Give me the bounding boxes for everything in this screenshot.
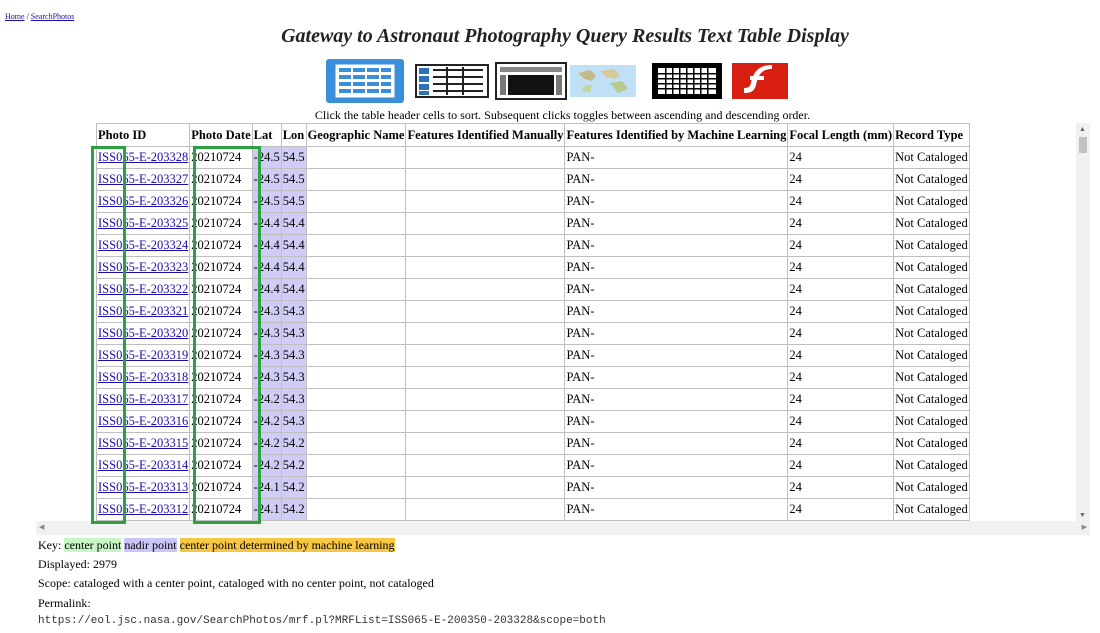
cell-features-manual — [406, 213, 565, 235]
table-thumbnail-icon[interactable] — [414, 59, 492, 103]
photo-id-link[interactable]: ISS065-E-203315 — [98, 436, 189, 450]
header-photo-id[interactable]: Photo ID — [97, 124, 190, 147]
cell-record-type: Not Cataloged — [894, 257, 970, 279]
cell-photo-id — [97, 213, 190, 235]
cell-lon: 54.5 — [281, 191, 306, 213]
cell-features-manual — [406, 477, 565, 499]
photo-id-link[interactable]: ISS065-E-203324 — [98, 238, 189, 252]
cell-lon: 54.2 — [281, 455, 306, 477]
cell-features-manual — [406, 389, 565, 411]
photo-id-link[interactable]: ISS065-E-203322 — [98, 282, 189, 296]
horizontal-scrollbar[interactable] — [36, 521, 1090, 535]
cell-photo-date: 20210724 — [190, 411, 252, 433]
cell-focal-length: 24 — [788, 169, 894, 191]
table-row — [97, 455, 970, 477]
results-table — [96, 123, 970, 521]
scope-text: Scope: cataloged with a center point, cataloged with no center point, not cataloged — [38, 576, 434, 590]
photo-id-link[interactable]: ISS065-E-203325 — [98, 216, 189, 230]
cell-photo-date: 20210724 — [190, 477, 252, 499]
flash-icon[interactable] — [726, 59, 804, 103]
cell-features-manual — [406, 323, 565, 345]
cell-features-ml: PAN- — [565, 323, 788, 345]
cell-record-type: Not Cataloged — [894, 477, 970, 499]
cell-lon: 54.2 — [281, 477, 306, 499]
cell-lat: -24.3 — [252, 323, 281, 345]
table-row — [97, 323, 970, 345]
cell-lon: 54.3 — [281, 301, 306, 323]
sort-instructions: Click the table header cells to sort. Subsequent clicks toggles between ascending and descending order. — [314, 108, 811, 122]
header-photo-date[interactable]: Photo Date — [190, 124, 252, 147]
cell-geographic-name — [306, 477, 406, 499]
cell-focal-length: 24 — [788, 213, 894, 235]
cell-record-type: Not Cataloged — [894, 345, 970, 367]
cell-photo-date: 20210724 — [190, 279, 252, 301]
cell-photo-id — [97, 323, 190, 345]
photo-id-link[interactable]: ISS065-E-203312 — [98, 502, 189, 516]
breadcrumb-separator: / — [24, 12, 31, 21]
cell-focal-length: 24 — [788, 345, 894, 367]
cell-focal-length: 24 — [788, 147, 894, 169]
cell-features-manual — [406, 411, 565, 433]
table-row — [97, 477, 970, 499]
results-table-body — [97, 147, 970, 521]
cell-geographic-name — [306, 389, 406, 411]
cell-photo-date: 20210724 — [190, 213, 252, 235]
cell-geographic-name — [306, 257, 406, 279]
cell-lat: -24.4 — [252, 257, 281, 279]
photo-id-link[interactable]: ISS065-E-203320 — [98, 326, 189, 340]
cell-lat: -24.2 — [252, 433, 281, 455]
key-nadir-point: nadir point — [124, 538, 177, 552]
cell-record-type: Not Cataloged — [894, 367, 970, 389]
cell-photo-date: 20210724 — [190, 455, 252, 477]
cell-geographic-name — [306, 191, 406, 213]
table-row — [97, 499, 970, 521]
table-header-row — [97, 124, 970, 147]
cell-photo-id — [97, 411, 190, 433]
cell-photo-date: 20210724 — [190, 191, 252, 213]
cell-geographic-name — [306, 323, 406, 345]
cell-photo-id — [97, 301, 190, 323]
cell-geographic-name — [306, 147, 406, 169]
cell-geographic-name — [306, 279, 406, 301]
cell-features-ml: PAN- — [565, 477, 788, 499]
key-label: Key: — [38, 538, 62, 552]
scroll-right-arrow-icon[interactable]: ▶ — [1081, 523, 1087, 531]
cell-features-ml: PAN- — [565, 213, 788, 235]
cell-photo-id — [97, 433, 190, 455]
header-geographic-name[interactable]: Geographic Name — [306, 124, 406, 147]
cell-lat: -24.4 — [252, 235, 281, 257]
cell-photo-date: 20210724 — [190, 257, 252, 279]
cell-lon: 54.4 — [281, 213, 306, 235]
cell-geographic-name — [306, 433, 406, 455]
photo-id-link[interactable]: ISS065-E-203323 — [98, 260, 189, 274]
cell-features-ml: PAN- — [565, 433, 788, 455]
permalink-label: Permalink: — [38, 596, 91, 610]
table-row — [97, 169, 970, 191]
photo-id-link[interactable]: ISS065-E-203314 — [98, 458, 189, 472]
cell-focal-length: 24 — [788, 301, 894, 323]
photo-id-link[interactable]: ISS065-E-203313 — [98, 480, 189, 494]
table-row — [97, 411, 970, 433]
scrollbar-thumb[interactable] — [1079, 137, 1087, 153]
header-lat[interactable]: Lat — [252, 124, 281, 147]
cell-features-manual — [406, 345, 565, 367]
cell-photo-id — [97, 147, 190, 169]
cell-record-type: Not Cataloged — [894, 301, 970, 323]
cell-lon: 54.5 — [281, 147, 306, 169]
cell-photo-id — [97, 345, 190, 367]
cell-lat: -24.1 — [252, 499, 281, 521]
cell-photo-date: 20210724 — [190, 301, 252, 323]
cell-record-type: Not Cataloged — [894, 411, 970, 433]
cell-record-type: Not Cataloged — [894, 323, 970, 345]
home-link[interactable]: Home — [5, 12, 25, 21]
cell-record-type: Not Cataloged — [894, 389, 970, 411]
cell-features-manual — [406, 499, 565, 521]
cell-photo-date: 20210724 — [190, 389, 252, 411]
cell-lon: 54.3 — [281, 345, 306, 367]
cell-focal-length: 24 — [788, 323, 894, 345]
cell-lon: 54.3 — [281, 411, 306, 433]
cell-geographic-name — [306, 455, 406, 477]
cell-geographic-name — [306, 235, 406, 257]
cell-photo-id — [97, 235, 190, 257]
cell-features-ml: PAN- — [565, 367, 788, 389]
table-row — [97, 191, 970, 213]
cell-geographic-name — [306, 345, 406, 367]
page-title: Gateway to Astronaut Photography Query Results Text Table Display — [281, 25, 849, 47]
table-row — [97, 213, 970, 235]
cell-photo-date: 20210724 — [190, 323, 252, 345]
header-record-type[interactable]: Record Type — [894, 124, 970, 147]
cell-lat: -24.3 — [252, 345, 281, 367]
cell-focal-length: 24 — [788, 411, 894, 433]
cell-focal-length: 24 — [788, 455, 894, 477]
table-row — [97, 235, 970, 257]
header-features-ml[interactable]: Features Identified by Machine Learning — [565, 124, 788, 147]
cell-photo-id — [97, 367, 190, 389]
cell-record-type: Not Cataloged — [894, 191, 970, 213]
cell-record-type: Not Cataloged — [894, 235, 970, 257]
cell-geographic-name — [306, 411, 406, 433]
cell-features-ml: PAN- — [565, 169, 788, 191]
cell-record-type: Not Cataloged — [894, 147, 970, 169]
cell-lon: 54.5 — [281, 169, 306, 191]
cell-record-type: Not Cataloged — [894, 499, 970, 521]
cell-photo-date: 20210724 — [190, 235, 252, 257]
cell-lat: -24.2 — [252, 389, 281, 411]
table-row — [97, 433, 970, 455]
cell-geographic-name — [306, 499, 406, 521]
grid-icon[interactable] — [648, 59, 726, 103]
cell-focal-length: 24 — [788, 499, 894, 521]
cell-geographic-name — [306, 367, 406, 389]
cell-photo-id — [97, 455, 190, 477]
cell-features-manual — [406, 301, 565, 323]
cell-photo-id — [97, 191, 190, 213]
table-row — [97, 345, 970, 367]
cell-features-ml: PAN- — [565, 499, 788, 521]
cell-features-ml: PAN- — [565, 147, 788, 169]
cell-lat: -24.1 — [252, 477, 281, 499]
cell-record-type: Not Cataloged — [894, 169, 970, 191]
cell-lon: 54.4 — [281, 257, 306, 279]
cell-photo-date: 20210724 — [190, 345, 252, 367]
cell-photo-date: 20210724 — [190, 147, 252, 169]
table-row — [97, 279, 970, 301]
cell-photo-id — [97, 389, 190, 411]
cell-lat: -24.3 — [252, 301, 281, 323]
cell-features-manual — [406, 257, 565, 279]
permalink-url[interactable]: https://eol.jsc.nasa.gov/SearchPhotos/mrf.pl?MRFList=ISS065-E-200350-203328&scope=both — [38, 615, 606, 627]
header-features-manual[interactable]: Features Identified Manually — [406, 124, 565, 147]
cell-focal-length: 24 — [788, 477, 894, 499]
key-ml-center-point: center point determined by machine learning — [179, 538, 395, 552]
cell-features-manual — [406, 455, 565, 477]
cell-lon: 54.4 — [281, 279, 306, 301]
search-photos-link[interactable]: SearchPhotos — [30, 12, 75, 21]
photo-id-link[interactable]: ISS065-E-203317 — [98, 392, 189, 406]
cell-photo-date: 20210724 — [190, 169, 252, 191]
displayed-count: Displayed: 2979 — [38, 557, 117, 571]
cell-focal-length: 24 — [788, 235, 894, 257]
cell-features-ml: PAN- — [565, 455, 788, 477]
table-row — [97, 257, 970, 279]
cell-lat: -24.2 — [252, 411, 281, 433]
cell-features-ml: PAN- — [565, 191, 788, 213]
cell-photo-id — [97, 279, 190, 301]
header-lon[interactable]: Lon — [281, 124, 306, 147]
cell-features-ml: PAN- — [565, 411, 788, 433]
cell-photo-date: 20210724 — [190, 367, 252, 389]
cell-lon: 54.2 — [281, 499, 306, 521]
cell-lon: 54.3 — [281, 323, 306, 345]
cell-lon: 54.4 — [281, 235, 306, 257]
cell-lat: -24.5 — [252, 147, 281, 169]
vertical-scrollbar[interactable] — [1076, 123, 1090, 521]
cell-geographic-name — [306, 169, 406, 191]
cell-features-ml: PAN- — [565, 257, 788, 279]
cell-features-ml: PAN- — [565, 235, 788, 257]
cell-lat: -24.5 — [252, 169, 281, 191]
cell-record-type: Not Cataloged — [894, 279, 970, 301]
cell-features-manual — [406, 147, 565, 169]
cell-features-manual — [406, 367, 565, 389]
table-row — [97, 147, 970, 169]
cell-focal-length: 24 — [788, 367, 894, 389]
results-scroll-area[interactable] — [36, 123, 1091, 521]
photo-id-link[interactable]: ISS065-E-203316 — [98, 414, 189, 428]
cell-photo-id — [97, 499, 190, 521]
cell-lat: -24.3 — [252, 367, 281, 389]
cell-focal-length: 24 — [788, 257, 894, 279]
photo-id-link[interactable]: ISS065-E-203321 — [98, 304, 189, 318]
cell-features-manual — [406, 279, 565, 301]
cell-lon: 54.3 — [281, 389, 306, 411]
cell-geographic-name — [306, 213, 406, 235]
cell-lon: 54.2 — [281, 433, 306, 455]
map-icon[interactable] — [570, 59, 648, 103]
text-table-icon[interactable] — [326, 59, 404, 103]
photo-id-link[interactable]: ISS065-E-203326 — [98, 194, 189, 208]
cell-lat: -24.4 — [252, 279, 281, 301]
cell-photo-id — [97, 169, 190, 191]
photo-id-link[interactable]: ISS065-E-203328 — [98, 150, 189, 164]
key-center-point: center point — [64, 538, 122, 552]
photo-id-link[interactable]: ISS065-E-203327 — [98, 172, 189, 186]
cell-features-manual — [406, 433, 565, 455]
scroll-up-arrow-icon[interactable]: ▲ — [1079, 125, 1086, 133]
film-strip-icon[interactable] — [492, 59, 570, 103]
cell-record-type: Not Cataloged — [894, 433, 970, 455]
cell-photo-date: 20210724 — [190, 499, 252, 521]
cell-record-type: Not Cataloged — [894, 213, 970, 235]
table-row — [97, 367, 970, 389]
header-focal-length[interactable]: Focal Length (mm) — [788, 124, 894, 147]
cell-lon: 54.3 — [281, 367, 306, 389]
photo-id-link[interactable]: ISS065-E-203318 — [98, 370, 189, 384]
table-row — [97, 301, 970, 323]
cell-photo-id — [97, 477, 190, 499]
cell-focal-length: 24 — [788, 279, 894, 301]
cell-features-manual — [406, 191, 565, 213]
scroll-left-arrow-icon[interactable]: ◀ — [39, 523, 45, 531]
cell-lat: -24.2 — [252, 455, 281, 477]
cell-record-type: Not Cataloged — [894, 455, 970, 477]
cell-focal-length: 24 — [788, 433, 894, 455]
scroll-down-arrow-icon[interactable]: ▼ — [1079, 511, 1086, 519]
cell-features-ml: PAN- — [565, 345, 788, 367]
cell-lat: -24.4 — [252, 213, 281, 235]
cell-features-ml: PAN- — [565, 279, 788, 301]
cell-photo-date: 20210724 — [190, 433, 252, 455]
cell-features-manual — [406, 169, 565, 191]
cell-lat: -24.5 — [252, 191, 281, 213]
cell-features-ml: PAN- — [565, 301, 788, 323]
breadcrumb — [5, 12, 74, 21]
table-row — [97, 389, 970, 411]
cell-photo-id — [97, 257, 190, 279]
photo-id-link[interactable]: ISS065-E-203319 — [98, 348, 189, 362]
cell-features-ml: PAN- — [565, 389, 788, 411]
cell-features-manual — [406, 235, 565, 257]
cell-geographic-name — [306, 301, 406, 323]
key-legend — [38, 538, 395, 553]
cell-focal-length: 24 — [788, 191, 894, 213]
cell-focal-length: 24 — [788, 389, 894, 411]
